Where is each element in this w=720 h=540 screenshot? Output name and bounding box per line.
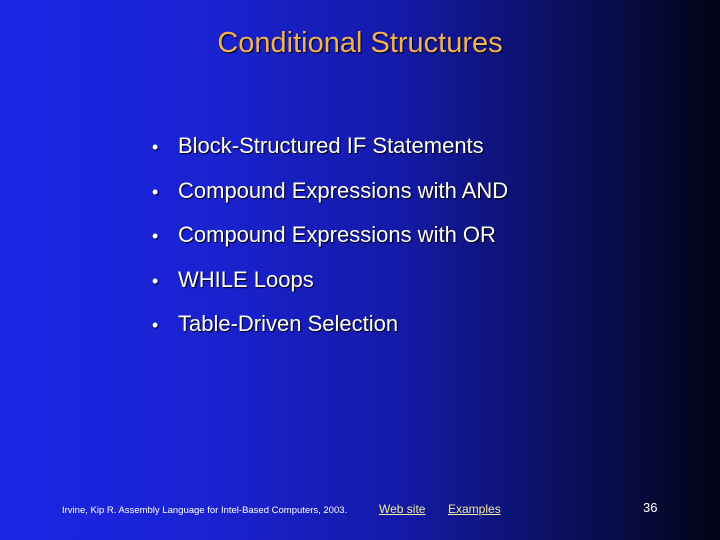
bullet-text: Block-Structured IF Statements bbox=[178, 133, 484, 158]
bullet-marker: • bbox=[152, 226, 159, 246]
bullet-item bbox=[152, 217, 508, 262]
bullet-item bbox=[152, 173, 508, 218]
bullet-item bbox=[152, 128, 508, 173]
bullet-marker: • bbox=[152, 181, 159, 202]
slide-title: Conditional Structures bbox=[217, 27, 503, 59]
bullet-marker: • bbox=[152, 270, 159, 291]
bullet-text: Compound Expressions with AND bbox=[178, 177, 509, 203]
bullet-marker: • bbox=[152, 315, 159, 335]
bullet-text: Table-Driven Selection bbox=[178, 311, 399, 336]
bullet-text: Compound Expressions with OR bbox=[178, 222, 496, 247]
web-site-link[interactable]: Web site bbox=[379, 502, 426, 516]
bullet-item bbox=[152, 262, 508, 307]
page-number: 36 bbox=[643, 500, 658, 515]
examples-link[interactable]: Examples bbox=[448, 502, 501, 516]
bullet-marker: • bbox=[152, 137, 159, 157]
bullet-list bbox=[152, 128, 508, 351]
bullet-item bbox=[152, 306, 508, 351]
footer-citation: Irvine, Kip R. Assembly Language for Intel-Based Computers, 2003. bbox=[62, 505, 348, 516]
bullet-text: WHILE Loops bbox=[178, 266, 314, 292]
